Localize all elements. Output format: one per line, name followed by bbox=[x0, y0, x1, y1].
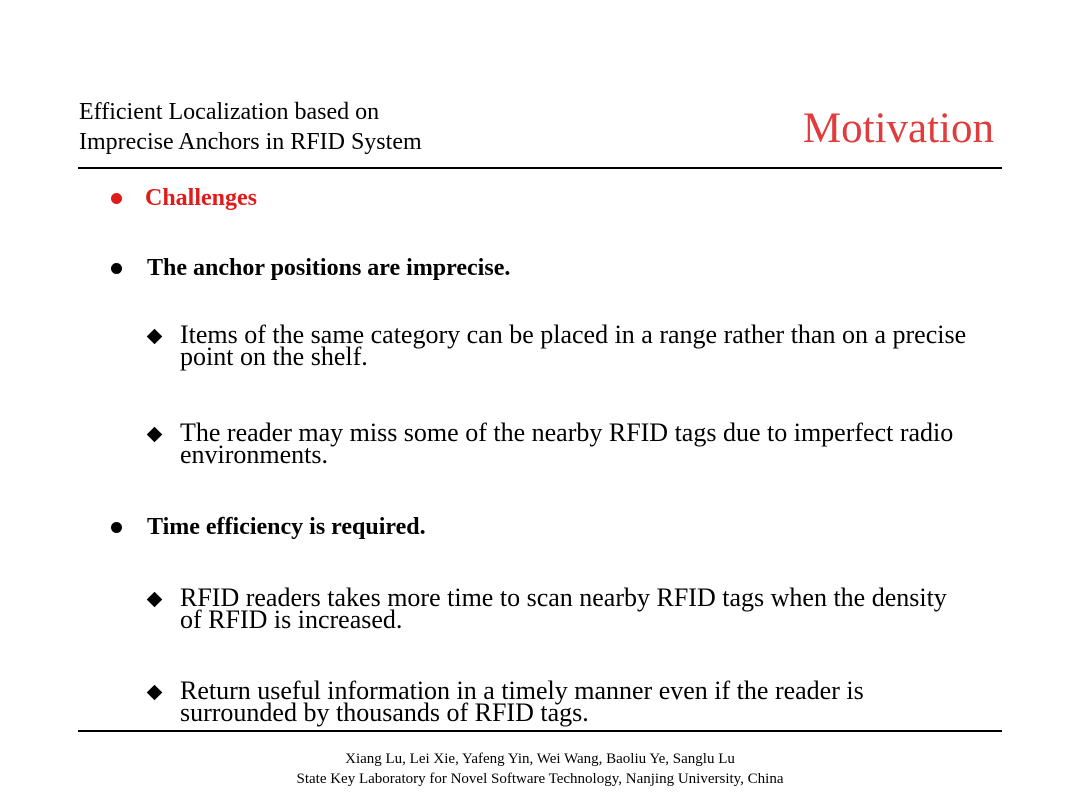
diamond-bullet-icon bbox=[147, 685, 163, 701]
footer-divider bbox=[78, 730, 1002, 732]
diamond-bullet-icon bbox=[147, 592, 163, 608]
subpoint-2-1-text: RFID readers takes more time to scan nearby RFID tags when the density of RFID is increased. bbox=[180, 583, 947, 634]
header-title-line-2: Imprecise Anchors in RFID System bbox=[79, 129, 422, 155]
bullet-point-1 bbox=[111, 253, 510, 283]
header-title-line-1: Efficient Localization based on bbox=[79, 99, 380, 125]
subpoint-2-2 bbox=[149, 676, 970, 727]
slide-header-title bbox=[79, 97, 422, 157]
header-divider bbox=[78, 167, 1002, 169]
point-1-text: The anchor positions are imprecise. bbox=[147, 255, 511, 281]
subpoint-2-2-text: Return useful information in a timely manner even if the reader is surrounded by thousands of RFID tags. bbox=[180, 676, 864, 727]
bullet-dot-icon bbox=[111, 193, 122, 204]
subpoint-1-1 bbox=[149, 320, 970, 371]
footer-affiliation: State Key Laboratory for Novel Software Technology, Nanjing University, China bbox=[296, 771, 784, 787]
subpoint-1-2-text: The reader may miss some of the nearby RFID tags due to imperfect radio environments. bbox=[180, 418, 954, 469]
subpoint-1-1-text: Items of the same category can be placed in a range rather than on a precise point on the shelf. bbox=[180, 320, 967, 371]
diamond-bullet-icon bbox=[147, 427, 163, 443]
bullet-point-2 bbox=[111, 512, 426, 542]
subpoint-1-2 bbox=[149, 418, 970, 469]
subpoint-2-1 bbox=[149, 583, 970, 634]
footer-authors: Xiang Lu, Lei Xie, Yafeng Yin, Wei Wang, Baoliu Ye, Sanglu Lu bbox=[345, 751, 735, 767]
bullet-dot-icon bbox=[111, 263, 122, 274]
bullet-challenges bbox=[111, 183, 257, 213]
section-title: Motivation bbox=[802, 105, 994, 152]
point-2-text: Time efficiency is required. bbox=[147, 514, 426, 540]
bullet-dot-icon bbox=[111, 522, 122, 533]
challenges-heading: Challenges bbox=[145, 185, 258, 211]
diamond-bullet-icon bbox=[147, 329, 163, 345]
